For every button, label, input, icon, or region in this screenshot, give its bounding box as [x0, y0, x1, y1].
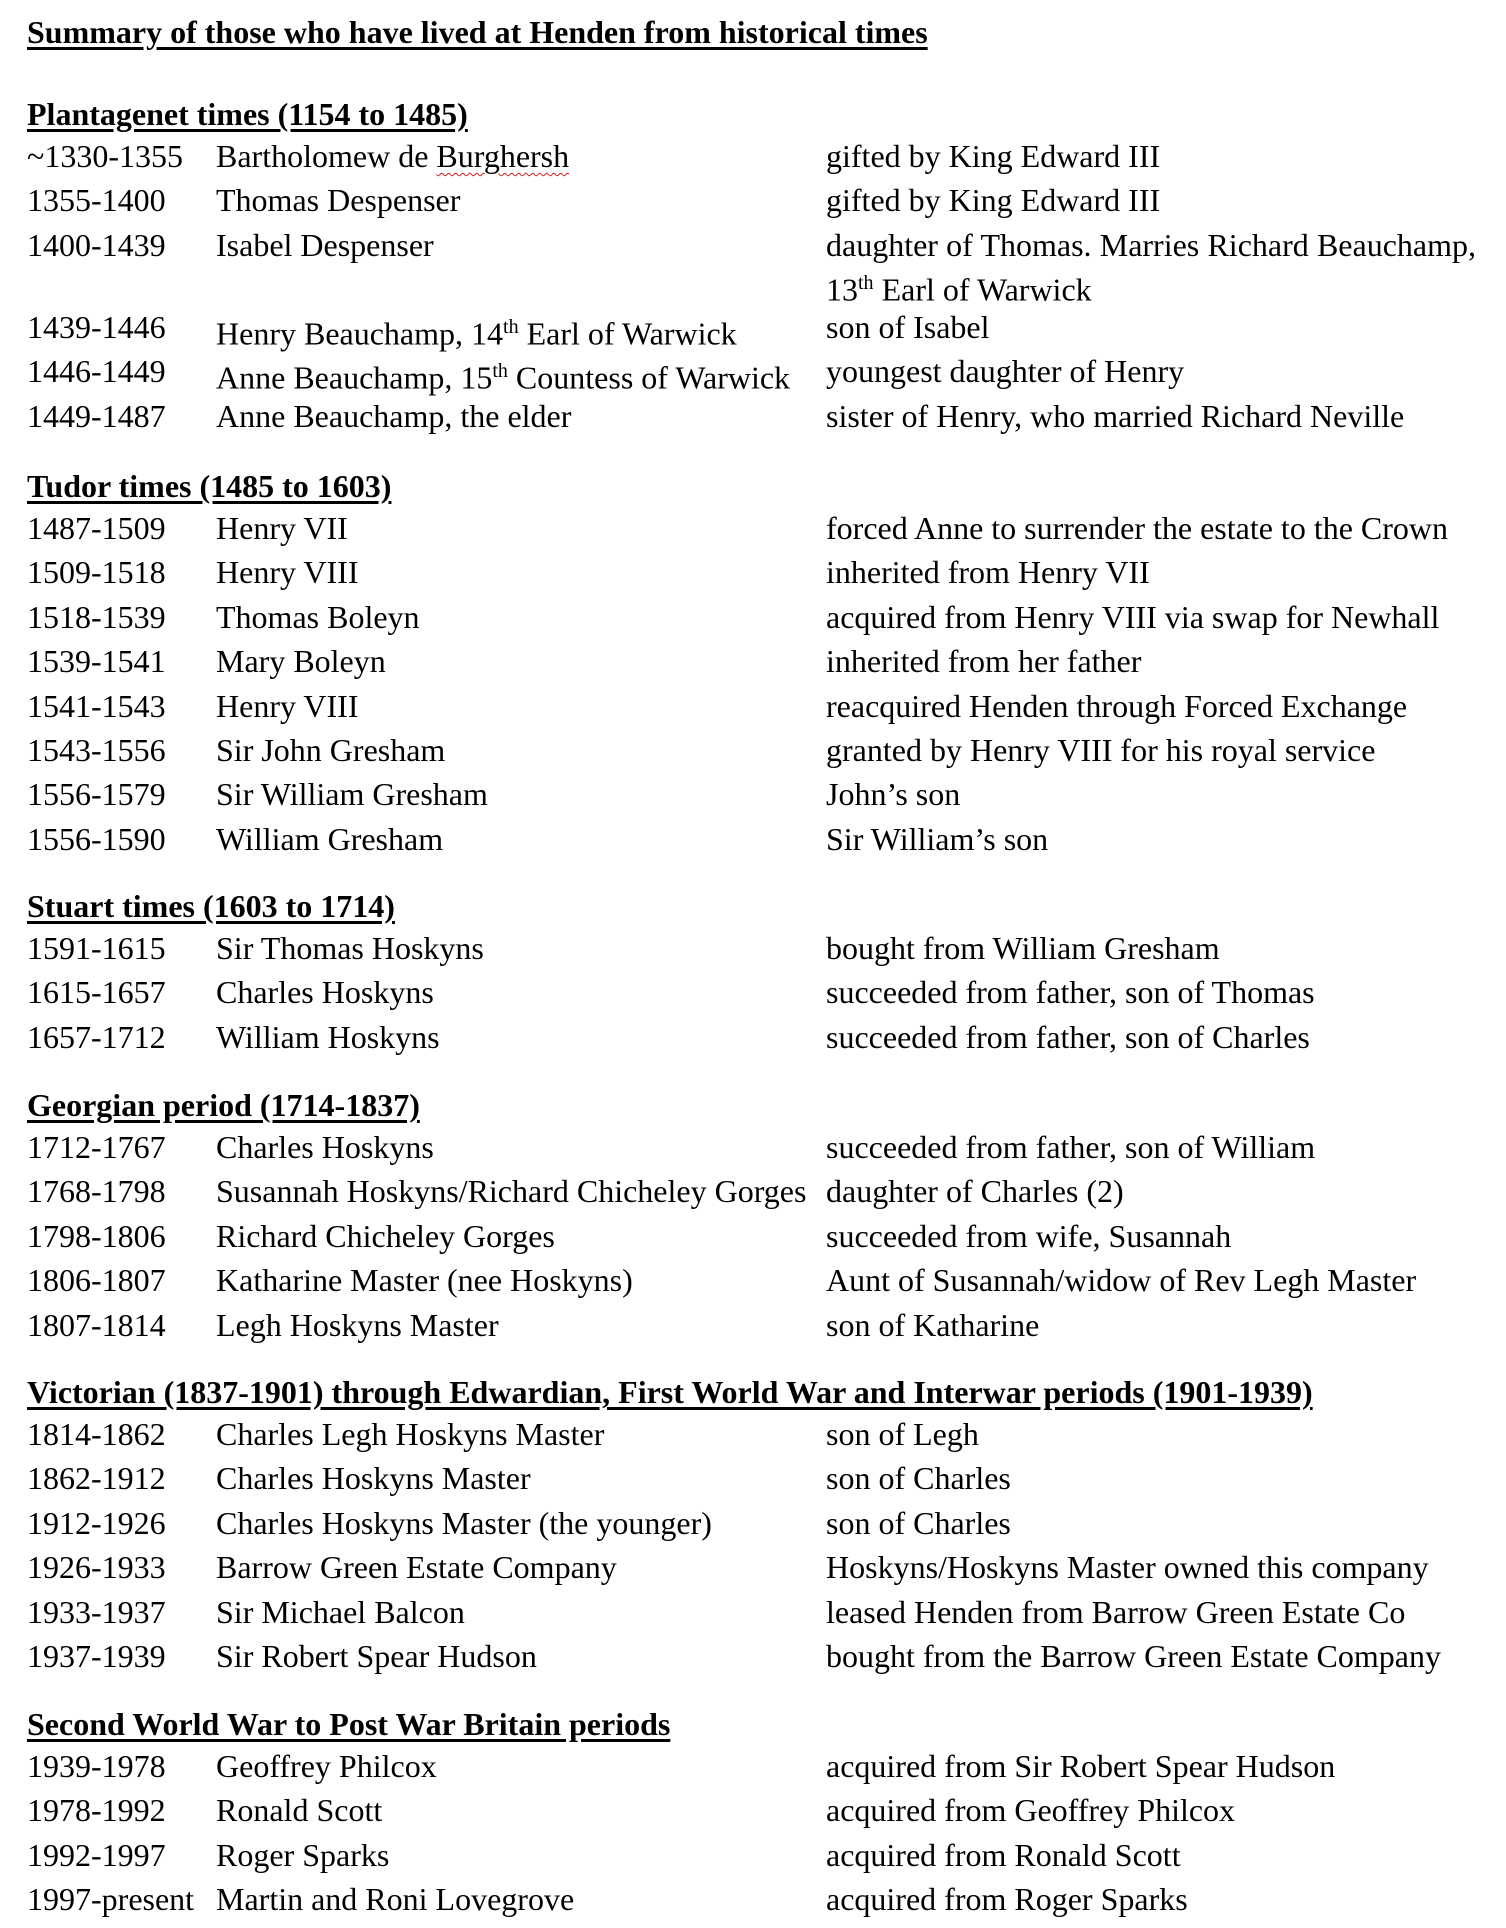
name-cell: Charles Hoskyns	[216, 974, 434, 1011]
dates-cell: 1591-1615	[27, 930, 166, 966]
note-cell: acquired from Ronald Scott	[826, 1836, 1181, 1873]
table-row	[27, 1590, 1487, 1634]
note-cell: acquired from Geoffrey Philcox	[826, 1792, 1236, 1829]
table-row	[27, 394, 1487, 438]
table-row	[27, 1501, 1487, 1545]
name-cell: Sir William Gresham	[216, 776, 488, 813]
note-cell: acquired from Roger Sparks	[826, 1881, 1188, 1918]
name-cell: Martin and Roni Lovegrove	[216, 1881, 575, 1918]
note-cell: son of Charles	[826, 1460, 1011, 1497]
name-cell: Sir John Gresham	[216, 731, 446, 768]
note-cell: leased Henden from Barrow Green Estate Co	[826, 1593, 1406, 1630]
table-row	[27, 178, 1487, 222]
name-part: Henry Beauchamp, 14	[216, 315, 504, 352]
ordinal-suffix: th	[503, 315, 519, 338]
note-cell: succeeded from father, son of Thomas	[826, 974, 1315, 1011]
dates-cell: 1657-1712	[27, 1018, 166, 1055]
name-cell: Mary Boleyn	[216, 643, 386, 680]
table-row	[27, 506, 1487, 550]
name-cell: Anne Beauchamp, the elder	[216, 397, 572, 434]
dates-cell: 1615-1657	[27, 974, 166, 1011]
name-cell: Charles Legh Hoskyns Master	[216, 1416, 605, 1452]
table-row	[27, 1877, 1487, 1921]
section-stuart	[27, 886, 1487, 1059]
note-cell: inherited from Henry VII	[826, 554, 1150, 591]
table-row	[27, 223, 1487, 308]
note-cell: succeeded from father, son of Charles	[826, 1018, 1310, 1055]
dates-cell: 1543-1556	[27, 731, 166, 768]
dates-cell: 1556-1590	[27, 820, 166, 857]
section-second-world-war	[27, 1704, 1487, 1922]
table-row	[27, 1788, 1487, 1832]
name-cell: Sir Thomas Hoskyns	[216, 930, 484, 966]
name-cell	[216, 134, 569, 178]
name-cell: Sir Michael Balcon	[216, 1593, 465, 1630]
section-heading: Victorian (1837-1901) through Edwardian, First World War and Interwar periods (1901-1939)	[27, 1374, 1313, 1410]
dates-cell: 1939-1978	[27, 1748, 166, 1784]
note-cell: acquired from Sir Robert Spear Hudson	[826, 1748, 1336, 1784]
dates-cell: 1556-1579	[27, 776, 166, 813]
name-cell: Richard Chicheley Gorges	[216, 1217, 555, 1254]
table-row	[27, 1125, 1487, 1169]
name-cell: Legh Hoskyns Master	[216, 1306, 499, 1343]
note-cell: Aunt of Susannah/widow of Rev Legh Master	[826, 1262, 1417, 1299]
table-row	[27, 595, 1487, 639]
name-cell	[216, 349, 790, 400]
dates-cell: 1509-1518	[27, 554, 166, 591]
name-cell: Isabel Despenser	[216, 226, 434, 263]
table-row	[27, 550, 1487, 594]
name-cell: Thomas Despenser	[216, 182, 461, 219]
section-heading: Second World War to Post War Britain periods	[27, 1706, 671, 1742]
table-row	[27, 1015, 1487, 1059]
dates-cell: ~1330-1355	[27, 138, 183, 174]
name-cell: Charles Hoskyns Master	[216, 1460, 531, 1497]
note-cell: son of Isabel	[826, 308, 990, 345]
dates-cell: 1400-1439	[27, 226, 166, 263]
table-row	[27, 684, 1487, 728]
table-row	[27, 639, 1487, 683]
table-row	[27, 1258, 1487, 1302]
name-cell: Charles Hoskyns	[216, 1129, 434, 1165]
table-row	[27, 134, 1487, 178]
dates-cell: 1992-1997	[27, 1836, 166, 1873]
name-cell: William Gresham	[216, 820, 444, 857]
name-cell: Geoffrey Philcox	[216, 1748, 437, 1784]
note-cell: succeeded from wife, Susannah	[826, 1217, 1232, 1254]
section-victorian	[27, 1372, 1487, 1678]
dates-cell: 1806-1807	[27, 1262, 166, 1299]
dates-cell: 1355-1400	[27, 182, 166, 219]
table-row	[27, 349, 1487, 396]
name-cell: William Hoskyns	[216, 1018, 440, 1055]
ordinal-suffix: th	[858, 271, 874, 294]
note-cell: sister of Henry, who married Richard Neville	[826, 397, 1405, 434]
dates-cell: 1997-present	[27, 1881, 195, 1918]
name-cell: Thomas Boleyn	[216, 598, 420, 635]
name-cell: Henry VIII	[216, 554, 359, 591]
note-cell: acquired from Henry VIII via swap for Newhall	[826, 598, 1440, 635]
note-cell: son of Legh	[826, 1416, 979, 1452]
table-row	[27, 1456, 1487, 1500]
dates-cell: 1539-1541	[27, 643, 166, 680]
table-row	[27, 1744, 1487, 1788]
note-cell: succeeded from father, son of William	[826, 1129, 1316, 1165]
section-heading: Georgian period (1714-1837)	[27, 1087, 420, 1123]
section-georgian	[27, 1085, 1487, 1347]
dates-cell: 1933-1937	[27, 1593, 166, 1630]
name-cell: Henry VIII	[216, 687, 359, 724]
dates-cell: 1487-1509	[27, 510, 166, 546]
name-cell: Sir Robert Spear Hudson	[216, 1637, 537, 1674]
dates-cell: 1768-1798	[27, 1173, 166, 1210]
name-part: Bartholomew de	[216, 138, 437, 174]
note-cell: son of Charles	[826, 1504, 1011, 1541]
dates-cell: 1798-1806	[27, 1217, 166, 1254]
dates-cell: 1937-1939	[27, 1637, 166, 1674]
section-heading: Plantagenet times (1154 to 1485)	[27, 96, 468, 132]
table-row	[27, 1412, 1487, 1456]
note-cell: Hoskyns/Hoskyns Master owned this company	[826, 1549, 1429, 1586]
section-plantagenet	[27, 94, 1487, 438]
note-cell: bought from William Gresham	[826, 930, 1220, 966]
table-row	[27, 728, 1487, 772]
section-tudor	[27, 466, 1487, 861]
name-cell: Barrow Green Estate Company	[216, 1549, 617, 1586]
table-row	[27, 1634, 1487, 1678]
dates-cell: 1862-1912	[27, 1460, 166, 1497]
table-row	[27, 1303, 1487, 1347]
dates-cell: 1978-1992	[27, 1792, 166, 1829]
note-part: daughter of Thomas. Marries Richard Beauchamp, 13	[826, 226, 1476, 308]
note-cell: forced Anne to surrender the estate to the Crown	[826, 510, 1449, 546]
dates-cell: 1807-1814	[27, 1306, 166, 1343]
dates-cell: 1518-1539	[27, 598, 166, 635]
dates-cell: 1449-1487	[27, 397, 166, 434]
note-cell: gifted by King Edward III	[826, 138, 1161, 174]
note-cell	[826, 226, 1476, 309]
spellcheck-flagged-word: Burghersh	[436, 138, 570, 174]
dates-cell: 1712-1767	[27, 1129, 166, 1165]
table-row	[27, 926, 1487, 970]
table-row	[27, 1545, 1487, 1589]
name-part: Countess of Warwick	[507, 359, 791, 396]
note-cell: inherited from her father	[826, 643, 1142, 680]
note-cell: John’s son	[826, 776, 961, 813]
table-row	[27, 305, 1487, 352]
table-row	[27, 970, 1487, 1014]
dates-cell: 1912-1926	[27, 1504, 166, 1541]
name-part: Earl of Warwick	[518, 315, 737, 352]
name-cell: Katharine Master (nee Hoskyns)	[216, 1262, 633, 1299]
note-cell: bought from the Barrow Green Estate Company	[826, 1637, 1441, 1674]
note-cell: daughter of Charles (2)	[826, 1173, 1124, 1210]
table-row	[27, 772, 1487, 816]
table-row	[27, 1169, 1487, 1213]
table-row	[27, 1833, 1487, 1877]
note-part: Earl of Warwick	[873, 271, 1092, 308]
dates-cell: 1439-1446	[27, 308, 166, 345]
note-cell: son of Katharine	[826, 1306, 1040, 1343]
document-title: Summary of those who have lived at Henden from historical times	[27, 14, 928, 50]
name-cell: Charles Hoskyns Master (the younger)	[216, 1504, 712, 1541]
note-cell: granted by Henry VIII for his royal service	[826, 731, 1376, 768]
table-row	[27, 817, 1487, 861]
note-cell: Sir William’s son	[826, 820, 1049, 857]
name-cell: Ronald Scott	[216, 1792, 383, 1829]
note-cell: gifted by King Edward III	[826, 182, 1161, 219]
name-cell	[216, 305, 737, 356]
table-row	[27, 1214, 1487, 1258]
ordinal-suffix: th	[492, 360, 508, 383]
name-cell: Susannah Hoskyns/Richard Chicheley Gorges	[216, 1173, 807, 1210]
dates-cell: 1541-1543	[27, 687, 166, 724]
name-part: Anne Beauchamp, 15	[216, 359, 493, 396]
note-cell: youngest daughter of Henry	[826, 353, 1185, 390]
name-cell: Henry VII	[216, 510, 348, 546]
note-cell: reacquired Henden through Forced Exchange	[826, 687, 1408, 724]
dates-cell: 1446-1449	[27, 353, 166, 390]
name-cell: Roger Sparks	[216, 1836, 390, 1873]
section-heading: Tudor times (1485 to 1603)	[27, 468, 392, 504]
section-heading: Stuart times (1603 to 1714)	[27, 888, 395, 924]
dates-cell: 1814-1862	[27, 1416, 166, 1452]
dates-cell: 1926-1933	[27, 1549, 166, 1586]
